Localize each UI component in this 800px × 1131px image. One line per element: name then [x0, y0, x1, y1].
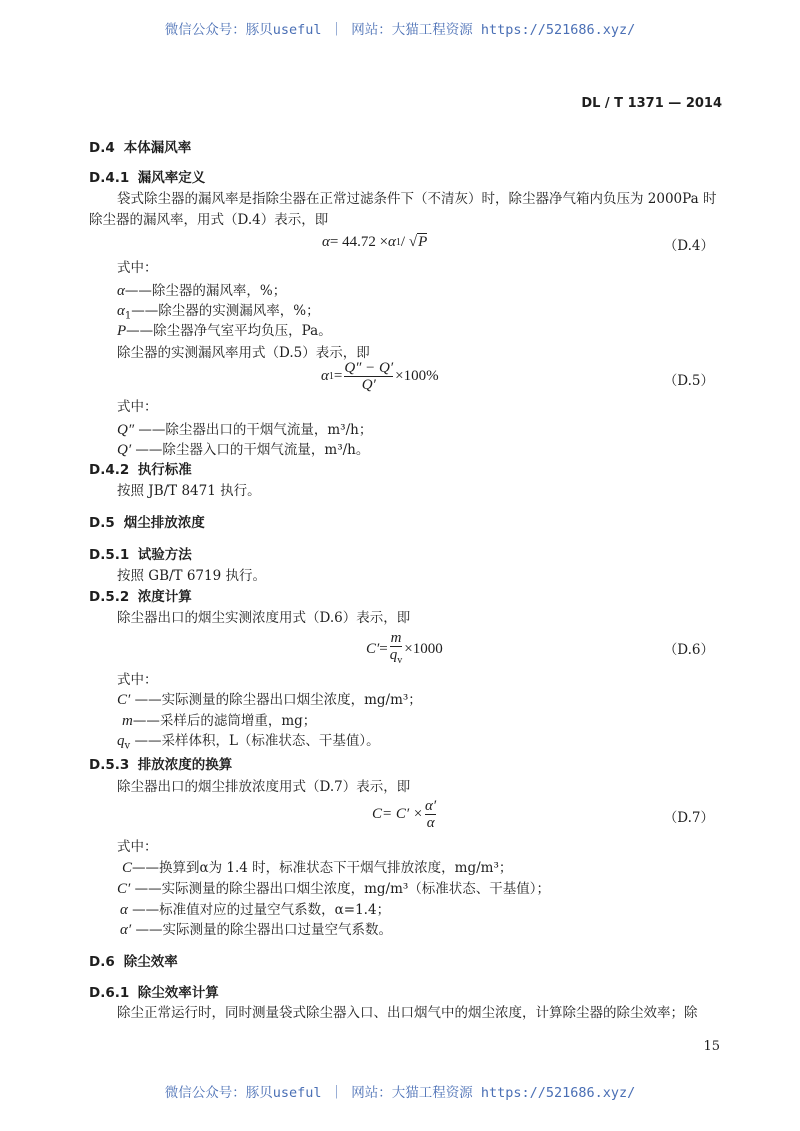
definition-text: ——除尘器的实测漏风率，%； — [131, 303, 320, 319]
definition — [120, 921, 392, 939]
formula-text: = — [333, 368, 343, 384]
symbol: P — [418, 234, 428, 250]
definition-text: ——换算到α为 1.4 时，标准状态下干烟气排放浓度，mg/m³； — [132, 860, 513, 876]
definition — [117, 691, 422, 709]
denominator: α — [426, 815, 435, 831]
subscript: v — [397, 655, 403, 666]
symbol: C′ — [117, 692, 131, 708]
equation-number: （D.4） — [663, 238, 714, 254]
page-number: 15 — [703, 1039, 720, 1054]
section-title: 除尘效率计算 — [137, 985, 219, 1001]
section-title: 试验方法 — [137, 547, 192, 563]
paragraph: 按照 JB/T 8471 执行。 — [117, 483, 261, 499]
subscript: 1 — [124, 310, 132, 322]
section-d61-heading — [89, 984, 219, 1002]
symbol: Q′ — [117, 442, 132, 458]
definition — [117, 880, 550, 898]
standard-number-header: DL / T 1371 — 2014 — [581, 96, 722, 111]
definition-text: ——除尘器入口的干烟气流量，m³/h。 — [131, 442, 370, 458]
denominator: Q′ — [361, 377, 376, 393]
symbol: α — [322, 233, 330, 250]
definition — [117, 282, 286, 300]
symbol: α — [388, 233, 396, 250]
section-title: 本体漏风率 — [123, 140, 192, 156]
paragraph: 除尘器的实测漏风率用式（D.5）表示，即 — [117, 345, 370, 361]
section-d6-heading — [89, 953, 178, 971]
section-number: D.4 — [89, 140, 115, 156]
section-d41-heading — [89, 169, 205, 187]
watermark-top: 微信公众号：豚贝useful ｜ 网站：大猫工程资源 https://521686.xyz/ — [164, 22, 636, 38]
definition-text: ——实际测量的除尘器出口烟尘浓度，mg/m³（标准状态、干基值）； — [130, 881, 551, 897]
definition — [117, 732, 380, 756]
subscript: v — [124, 740, 131, 752]
definition — [117, 441, 369, 459]
symbol: α — [321, 368, 329, 384]
section-d51-heading — [89, 546, 192, 564]
subscript: 1 — [328, 371, 334, 382]
fraction — [425, 798, 436, 831]
section-d52-heading — [89, 588, 192, 606]
section-number: D.6 — [89, 954, 115, 970]
subscript: 1 — [395, 236, 401, 248]
symbol: C′ — [366, 641, 380, 657]
symbol: Q″ — [117, 422, 135, 438]
where-label: 式中： — [117, 399, 158, 415]
definition-text: ——采样后的滤筒增重，mg； — [132, 713, 317, 729]
section-d53-heading — [89, 756, 232, 774]
section-number: D.5 — [89, 515, 115, 531]
section-number: D.4.1 — [89, 170, 130, 186]
formula-text: / √ — [400, 233, 418, 250]
definition-text: ——实际测量的除尘器出口烟尘浓度，mg/m³； — [130, 692, 422, 708]
fraction — [390, 630, 403, 669]
symbol: m — [122, 713, 133, 729]
formula-text: ×100% — [395, 368, 439, 384]
definition-text: ——实际测量的除尘器出口过量空气系数。 — [131, 922, 392, 938]
section-number: D.4.2 — [89, 462, 130, 478]
fraction — [344, 360, 393, 393]
section-title: 执行标准 — [137, 462, 192, 478]
paragraph: 除尘正常运行时，同时测量袋式除尘器入口、出口烟气中的烟尘浓度，计算除尘器的除尘效率；除 — [117, 1005, 698, 1021]
section-number: D.5.2 — [89, 589, 130, 605]
formula-d6 — [366, 630, 443, 669]
numerator: α′ — [425, 798, 437, 814]
section-title: 除尘效率 — [123, 954, 178, 970]
where-label: 式中： — [117, 839, 158, 855]
paragraph: 除尘器的漏风率，用式（D.4）表示，即 — [89, 212, 329, 228]
where-label: 式中： — [117, 672, 158, 688]
symbol: q — [117, 733, 125, 749]
equation-number: （D.6） — [663, 642, 714, 658]
section-title: 漏风率定义 — [137, 170, 206, 186]
symbol: P — [117, 323, 127, 339]
formula-d7 — [372, 798, 438, 831]
section-d42-heading — [89, 461, 192, 479]
paragraph: 袋式除尘器的漏风率是指除尘器在正常过滤条件下（不清灰）时，除尘器净气箱内负压为 2000Pa 时 — [117, 191, 717, 207]
paragraph: 除尘器出口的烟尘实测浓度用式（D.6）表示，即 — [117, 610, 411, 626]
definition — [122, 859, 512, 877]
watermark-bottom: 微信公众号：豚贝useful ｜ 网站：大猫工程资源 https://521686.xyz/ — [164, 1085, 636, 1101]
section-number: D.5.3 — [89, 757, 130, 773]
symbol: α — [117, 283, 125, 299]
definition-text: ——除尘器出口的干烟气流量，m³/h； — [134, 422, 373, 438]
paragraph: 按照 GB/T 6719 执行。 — [117, 568, 266, 584]
formula-text: ×1000 — [404, 641, 443, 657]
definition — [122, 712, 316, 730]
denominator: q — [389, 647, 398, 663]
where-label: 式中： — [117, 260, 158, 276]
equation-number: （D.7） — [663, 810, 714, 826]
symbol: C — [372, 806, 383, 822]
formula-text: = 44.72 × — [329, 233, 389, 250]
symbol: α′ — [120, 922, 132, 938]
section-d5-heading — [89, 514, 205, 532]
formula-text: = — [379, 641, 388, 657]
symbol: α — [120, 902, 128, 918]
symbol: C — [122, 860, 133, 876]
symbol: α — [117, 303, 125, 319]
section-title: 浓度计算 — [137, 589, 192, 605]
formula-d5 — [321, 360, 439, 393]
equation-number: （D.5） — [663, 373, 714, 389]
definition-text: ——标准值对应的过量空气系数，α=1.4； — [127, 902, 391, 918]
formula-d4 — [322, 233, 427, 251]
definition — [117, 322, 332, 340]
section-number: D.5.1 — [89, 547, 130, 563]
definition — [117, 421, 372, 439]
definition-text: ——采样体积，L（标准状态、干基值）。 — [130, 733, 380, 749]
numerator: m — [390, 630, 402, 646]
definition-text: ——除尘器净气室平均负压，Pa。 — [126, 323, 332, 339]
section-title: 烟尘排放浓度 — [123, 515, 205, 531]
numerator: Q″ − Q′ — [344, 360, 394, 376]
paragraph: 除尘器出口的烟尘排放浓度用式（D.7）表示，即 — [117, 779, 411, 795]
definition — [120, 901, 390, 919]
formula-text: = C′ × — [382, 806, 424, 822]
section-title: 排放浓度的换算 — [137, 757, 233, 773]
section-d4-heading — [89, 139, 191, 157]
symbol: C′ — [117, 881, 131, 897]
section-number: D.6.1 — [89, 985, 130, 1001]
definition-text: ——除尘器的漏风率，%； — [124, 283, 287, 299]
